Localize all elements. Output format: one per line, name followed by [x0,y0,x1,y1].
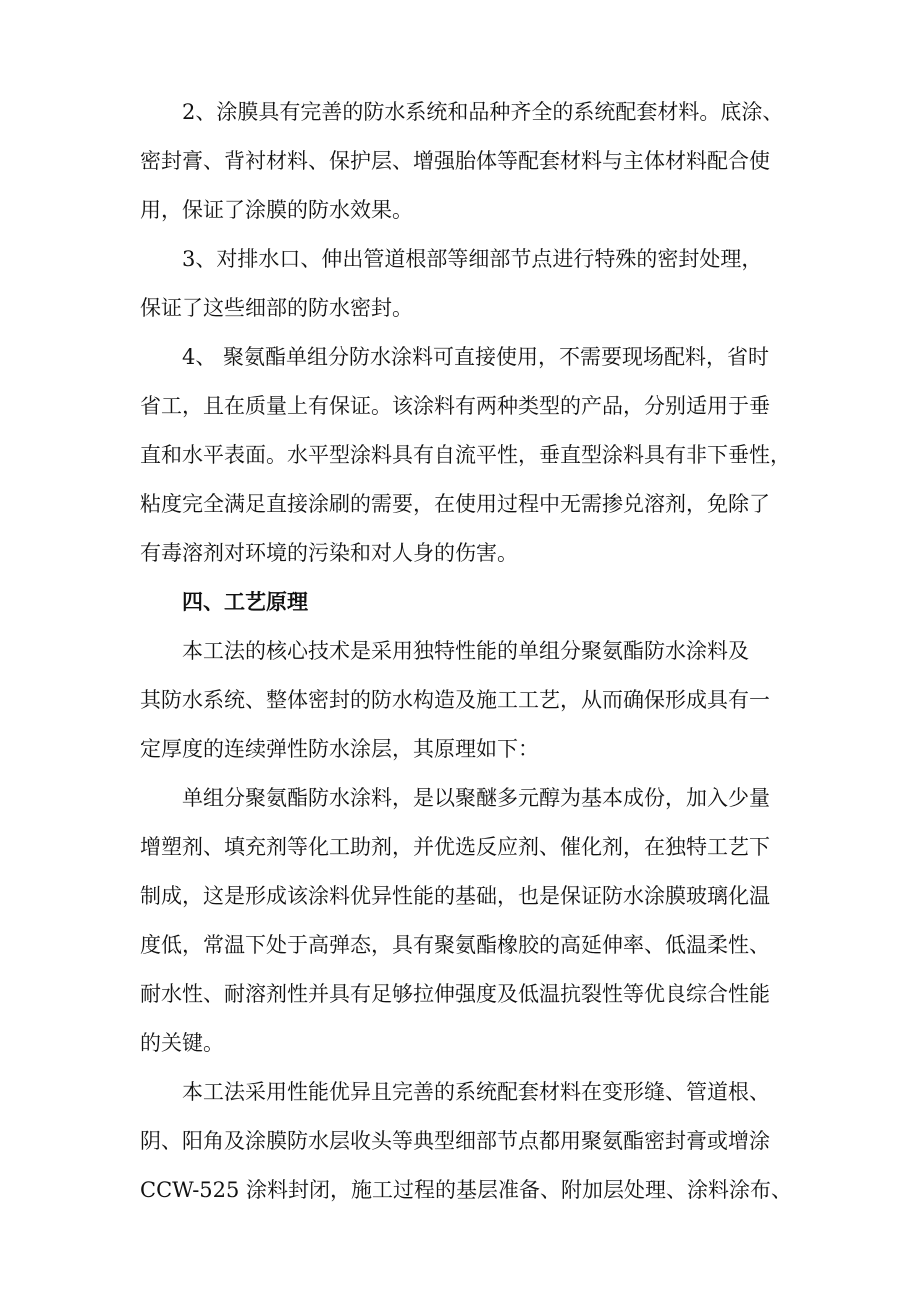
paragraph-line: 其防水系统、整体密封的防水构造及施工工艺，从而确保形成具有一 [140,688,770,712]
paragraph-line: 阴、阳角及涂膜防水层收头等典型细部节点都用聚氨酯密封膏或增涂 [140,1129,770,1153]
paragraph-line: 的关键。 [140,1031,224,1055]
paragraph-line: 度低，常温下处于高弹态，具有聚氨酯橡胶的高延伸率、低温柔性、 [140,933,770,957]
paragraph-line: 本工法采用性能优异且完善的系统配套材料在变形缝、管道根、 [182,1080,770,1104]
paragraph-line: 4、 聚氨酯单组分防水涂料可直接使用，不需要现场配料，省时 [182,345,770,369]
paragraph-line: 粘度完全满足直接涂刷的需要，在使用过程中无需掺兑溶剂，免除了 [140,492,770,516]
paragraph-line: 耐水性、耐溶剂性并具有足够拉伸强度及低温抗裂性等优良综合性能 [140,982,770,1006]
paragraph-line: 省工，且在质量上有保证。该涂料有两种类型的产品，分别适用于垂 [140,394,770,418]
paragraph-line: 本工法的核心技术是采用独特性能的单组分聚氨酯防水涂料及 [182,639,749,663]
paragraph-line: 保证了这些细部的防水密封。 [140,296,413,320]
paragraph-line: CCW-525 涂料封闭，施工过程的基层准备、附加层处理、涂料涂布、 [140,1178,793,1202]
paragraph-line: 增塑剂、填充剂等化工助剂，并优选反应剂、催化剂，在独特工艺下 [140,835,770,859]
paragraph-line: 2、涂膜具有完善的防水系统和品种齐全的系统配套材料。底涂、 [182,100,784,124]
paragraph-line: 定厚度的连续弹性防水涂层，其原理如下： [140,737,539,761]
paragraph-line: 制成，这是形成该涂料优异性能的基础，也是保证防水涂膜玻璃化温 [140,884,770,908]
paragraph-line: 用，保证了涂膜的防水效果。 [140,198,413,222]
section-heading: 四、工艺原理 [182,589,308,614]
paragraph-line: 直和水平表面。水平型涂料具有自流平性，垂直型涂料具有非下垂性， [140,443,791,467]
paragraph-line: 单组分聚氨酯防水涂料，是以聚醚多元醇为基本成份，加入少量 [182,786,770,810]
paragraph-line: 密封膏、背衬材料、保护层、增强胎体等配套材料与主体材料配合使 [140,149,770,173]
paragraph-line: 有毒溶剂对环境的污染和对人身的伤害。 [140,541,518,565]
paragraph-line: 3、对排水口、伸出管道根部等细部节点进行特殊的密封处理， [182,247,763,271]
